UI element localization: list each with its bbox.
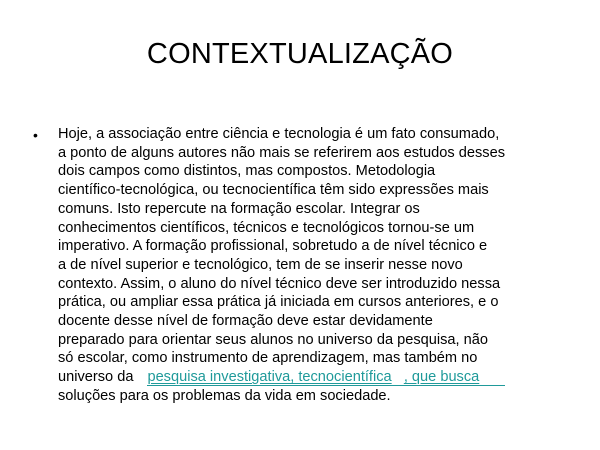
paragraph-line: prática, ou ampliar essa prática já iniciada em cursos anteriores, e o bbox=[58, 294, 499, 311]
hyperlink[interactable] bbox=[147, 369, 505, 386]
paragraph-line: imperativo. A formação profissional, sobretudo a de nível técnico e bbox=[58, 238, 488, 255]
line-prefix: universo da bbox=[58, 369, 134, 386]
bullet-marker: • bbox=[33, 127, 38, 143]
paragraph-line: só escolar, como instrumento de aprendizagem, mas também no bbox=[58, 350, 478, 367]
paragraph-line-with-link bbox=[58, 368, 578, 387]
paragraph-line: comuns. Isto repercute na formação escolar. Integrar os bbox=[58, 200, 420, 217]
paragraph-line: a de nível superior e tecnológico, tem de se inserir nesse novo bbox=[58, 256, 463, 273]
paragraph-line: a ponto de alguns autores não mais se referirem aos estudos desses bbox=[58, 144, 505, 161]
paragraph-line: preparado para orientar seus alunos no universo da pesquisa, não bbox=[58, 331, 488, 348]
paragraph-line: dois campos como distintos, mas compostos. Metodologia bbox=[58, 163, 436, 180]
hyperlink-text[interactable]: pesquisa investigativa, tecnocientífica bbox=[147, 369, 392, 386]
paragraph-line: contexto. Assim, o aluno do nível técnico deve ser introduzido nessa bbox=[58, 275, 501, 292]
bullet-paragraph bbox=[58, 125, 578, 406]
paragraph-line: Hoje, a associação entre ciência e tecnologia é um fato consumado, bbox=[58, 126, 500, 142]
paragraph-line: científico-tecnológica, ou tecnocientífica têm sido expressões mais bbox=[58, 182, 489, 199]
paragraph-line: soluções para os problemas da vida em sociedade. bbox=[58, 387, 391, 404]
hyperlink-text-continued[interactable]: , que busca bbox=[403, 369, 480, 386]
paragraph-line: conhecimentos científicos, técnicos e tecnológicos tornou-se um bbox=[58, 219, 475, 236]
paragraph-line: docente desse nível de formação deve estar devidamente bbox=[58, 313, 433, 330]
slide-title: CONTEXTUALIZAÇÃO bbox=[146, 38, 454, 70]
